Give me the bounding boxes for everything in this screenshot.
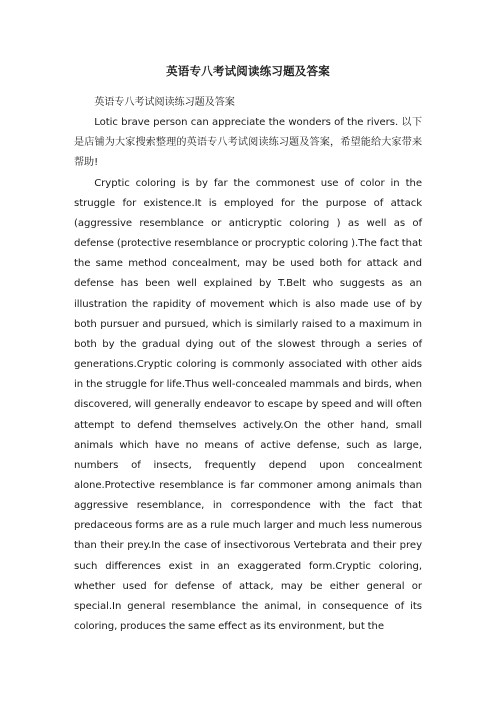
body-paragraph: Cryptic coloring is by far the commonest use of color in the struggle for existence.It is employed for the purpose of attack (aggressive resemblance or anticryptic coloring ) as well as of defense (protective resemblance or procryptic coloring ).The fact that the same method concealment, may be used both for attack and defense has been well explained by T.Belt who suggests as an illustration the rapidity of movement which is also made use of by both pursuer and pursued, which is similarly raised to a maximum in both by the gradual dying out of the slowest through a series of generations.Cryptic coloring is commonly associated with other aids in the struggle for life.Thus well-concealed mammals and birds, when discovered, will generally endeavor to escape by speed and will often attempt to defend themselves actively.On the other hand, small animals which have no means of active defense, such as large, numbers of insects, frequently depend upon concealment alone.Protective resemblance is far commoner among animals than aggressive resemblance, in correspondence with the fact that predaceous forms are as a rule much larger and much less numerous than their prey.In the case of insectivorous Vertebrata and their prey such differences exist in an exaggerated form.Cryptic coloring, whether used for defense of attack, may be either general or special.In general resemblance the animal, in consequence of its coloring, produces the same effect as its environment, but the: [74, 177, 422, 633]
intro-paragraph: Lotic brave person can appreciate the wonders of the rivers. 以下是店铺为大家搜索整理的英语专八考试阅读练习题及答案，希望能给大家带来帮助!: [74, 117, 422, 169]
document-title: 英语专八考试阅读练习题及答案: [166, 64, 330, 78]
subtitle-paragraph: 英语专八考试阅读练习题及答案: [94, 97, 235, 108]
